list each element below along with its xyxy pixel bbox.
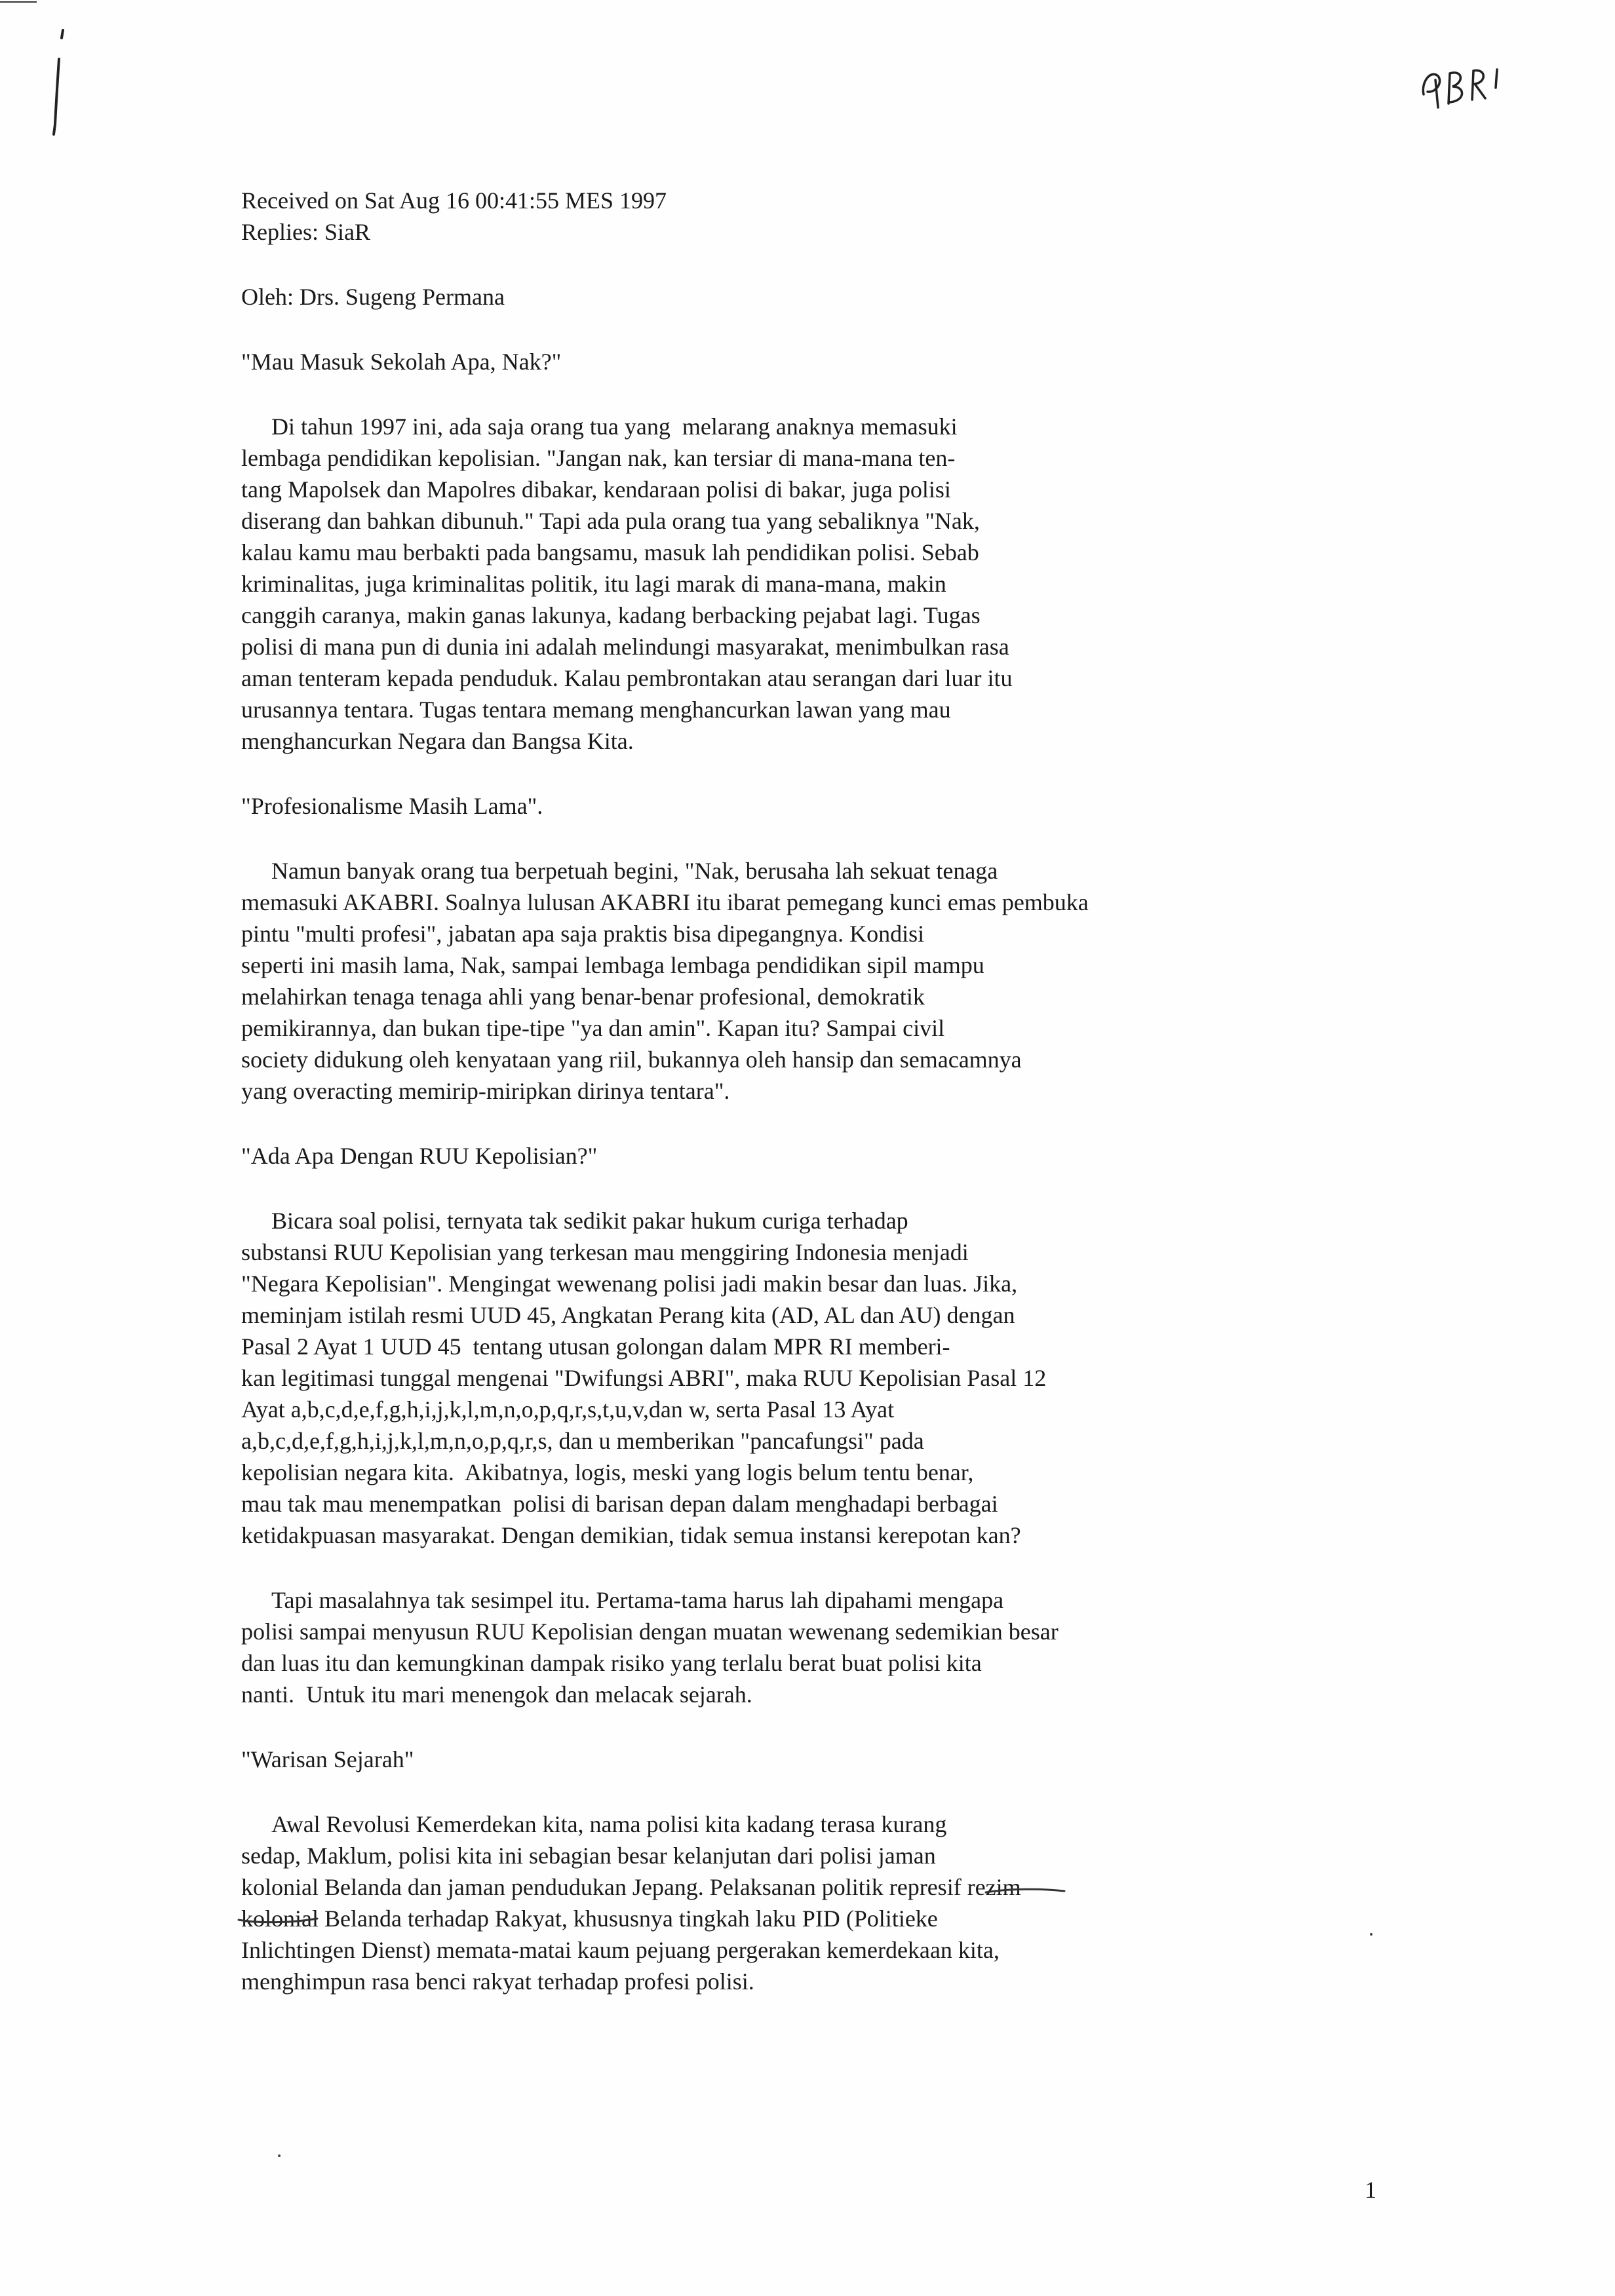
paragraph	[241, 411, 1395, 757]
section-heading: "Ada Apa Dengan RUU Kepolisian?"	[241, 1143, 598, 1169]
replies-line: Replies: SiaR	[241, 219, 370, 245]
page-number: 1	[1365, 2177, 1376, 2203]
scan-speck	[278, 2154, 281, 2157]
text-line: Di tahun 1997 ini, ada saja orang tua yang melarang anaknya memasuki	[271, 413, 958, 440]
text-line: diserang dan bahkan dibunuh." Tapi ada pula orang tua yang sebaliknya "Nak,	[241, 508, 980, 534]
text-line: yang overacting memirip-miripkan dirinya tentara".	[241, 1078, 730, 1104]
byline: Oleh: Drs. Sugeng Permana	[241, 284, 505, 310]
text-line: a,b,c,d,e,f,g,h,i,j,k,l,m,n,o,p,q,r,s, dan u memberikan "pancafungsi" pada	[241, 1428, 924, 1454]
paragraph	[241, 1205, 1395, 1551]
text-line: Awal Revolusi Kemerdekan kita, nama polisi kita kadang terasa kurang	[271, 1811, 947, 1837]
text-line: seperti ini masih lama, Nak, sampai lembaga lembaga pendidikan sipil mampu	[241, 952, 984, 978]
text-line: polisi di mana pun di dunia ini adalah melindungi masyarakat, menimbulkan rasa	[241, 634, 1009, 660]
text-line: dan luas itu dan kemungkinan dampak risiko yang terlalu berat buat polisi kita	[241, 1650, 982, 1676]
text-line: Pasal 2 Ayat 1 UUD 45 tentang utusan golongan dalam MPR RI memberi-	[241, 1333, 950, 1360]
text-line: urusannya tentara. Tugas tentara memang menghancurkan lawan yang mau	[241, 697, 951, 723]
paragraph	[241, 1808, 1395, 1997]
text-line: pintu "multi profesi", jabatan apa saja praktis bisa dipegangnya. Kondisi	[241, 921, 925, 947]
handwritten-corner-note	[1416, 56, 1521, 113]
text-line: tang Mapolsek dan Mapolres dibakar, kendaraan polisi di bakar, juga polisi	[241, 476, 951, 503]
text-line: kolonial Belanda terhadap Rakyat, khususnya tingkah laku PID (Politieke	[241, 1905, 938, 1932]
scan-speck	[1370, 1933, 1372, 1936]
text-line: lembaga pendidikan kepolisian. "Jangan nak, kan tersiar di mana-mana ten-	[241, 445, 956, 471]
section-heading: "Mau Masuk Sekolah Apa, Nak?"	[241, 349, 562, 375]
text-line: memasuki AKABRI. Soalnya lulusan AKABRI itu ibarat pemegang kunci emas pembuka	[241, 889, 1089, 915]
text-line: Ayat a,b,c,d,e,f,g,h,i,j,k,l,m,n,o,p,q,r,s,t,u,v,dan w, serta Pasal 13 Ayat	[241, 1396, 895, 1423]
text-line: kan legitimasi tunggal mengenai "Dwifungsi ABRI", maka RUU Kepolisian Pasal 12	[241, 1365, 1047, 1391]
scan-edge-mark	[0, 0, 39, 4]
received-line: Received on Sat Aug 16 00:41:55 MES 1997	[241, 187, 667, 214]
text-line: polisi sampai menyusun RUU Kepolisian dengan muatan wewenang sedemikian besar	[241, 1618, 1059, 1645]
text-line: sedap, Maklum, polisi kita ini sebagian besar kelanjutan dari polisi jaman	[241, 1843, 936, 1869]
handwritten-margin-stroke	[43, 26, 76, 138]
text-line: Inlichtingen Dienst) memata-matai kaum pejuang pergerakan kemerdekaan kita,	[241, 1937, 1000, 1963]
handwritten-underline	[983, 1885, 1068, 1898]
text-line: kriminalitas, juga kriminalitas politik, itu lagi marak di mana-mana, makin	[241, 571, 946, 597]
text-line: aman tenteram kepada penduduk. Kalau pembrontakan atau serangan dari luar itu	[241, 665, 1013, 691]
handwritten-underline	[236, 1913, 321, 1926]
text-line: kepolisian negara kita. Akibatnya, logis, meski yang logis belum tentu benar,	[241, 1459, 974, 1485]
text-line: nanti. Untuk itu mari menengok dan melacak sejarah.	[241, 1681, 752, 1708]
text-line: mau tak mau menempatkan polisi di barisan depan dalam menghadapi berbagai	[241, 1491, 998, 1517]
text-line: Bicara soal polisi, ternyata tak sedikit pakar hukum curiga terhadap	[271, 1208, 908, 1234]
paragraph	[241, 855, 1395, 1107]
text-line: ketidakpuasan masyarakat. Dengan demikian, tidak semua instansi kerepotan kan?	[241, 1522, 1021, 1548]
text-line: pemikirannya, dan bukan tipe-tipe "ya dan amin". Kapan itu? Sampai civil	[241, 1015, 945, 1041]
text-line: Tapi masalahnya tak sesimpel itu. Pertama-tama harus lah dipahami mengapa	[271, 1587, 1004, 1613]
text-line: melahirkan tenaga tenaga ahli yang benar-benar profesional, demokratik	[241, 984, 925, 1010]
text-line: kalau kamu mau berbakti pada bangsamu, masuk lah pendidikan polisi. Sebab	[241, 539, 979, 565]
section-heading: "Profesionalisme Masih Lama".	[241, 793, 543, 819]
text-line: "Negara Kepolisian". Mengingat wewenang polisi jadi makin besar dan luas. Jika,	[241, 1271, 1018, 1297]
text-line: kolonial Belanda dan jaman pendudukan Jepang. Pelaksanan politik represif rezim	[241, 1874, 1021, 1900]
text-line: Namun banyak orang tua berpetuah begini, "Nak, berusaha lah sekuat tenaga	[271, 858, 998, 884]
text-line: menghimpun rasa benci rakyat terhadap profesi polisi.	[241, 1968, 754, 1995]
text-line: society didukung oleh kenyataan yang riil, bukannya oleh hansip dan semacamnya	[241, 1046, 1022, 1073]
document-body	[241, 185, 1395, 2031]
text-line: meminjam istilah resmi UUD 45, Angkatan Perang kita (AD, AL dan AU) dengan	[241, 1302, 1015, 1328]
text-line: canggih caranya, makin ganas lakunya, kadang berbacking pejabat lagi. Tugas	[241, 602, 981, 628]
text-line: substansi RUU Kepolisian yang terkesan mau menggiring Indonesia menjadi	[241, 1239, 969, 1265]
paragraph	[241, 1584, 1395, 1710]
text-line: menghancurkan Negara dan Bangsa Kita.	[241, 728, 634, 754]
section-heading: "Warisan Sejarah"	[241, 1746, 414, 1772]
